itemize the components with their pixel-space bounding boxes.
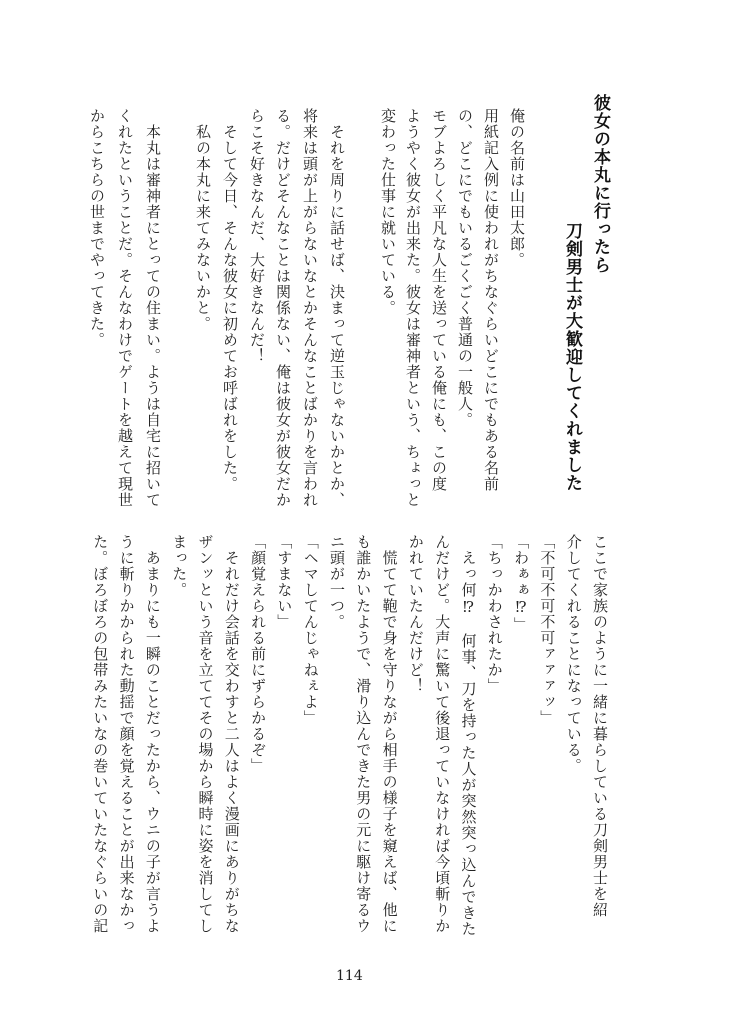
text-line: 「ヘマしてんじゃねぇよ」 — [301, 534, 320, 726]
text-line: 「ちっかわされたか」 — [485, 534, 504, 694]
text-line: 介してくれることになっている。 — [564, 534, 583, 774]
text-line: んだけど。大声に驚いて後退っていなければ今頃斬りか — [433, 534, 452, 934]
text-line: 「顔覚えられる前にずらかるぞ」 — [249, 534, 268, 774]
page-number: 114 — [336, 968, 363, 984]
text-line: それだけ会話を交わすと二人はよく漫画にありがちな — [222, 534, 241, 934]
text-line: そして今日、そんな彼女に初めてお呼ばれをした。 — [221, 108, 239, 492]
text-line: ようやく彼女が出来た。彼女は審神者という、ちょっと — [404, 108, 422, 508]
text-line: あまりにも一瞬のことだったから、ウニの子が言うよ — [143, 534, 162, 934]
text-line: らこそ好きなんだ、大好きなんだ！ — [248, 108, 266, 364]
text-line: えっ何⁉ 何事、刀を持った人が突然突っ込んできた — [459, 534, 478, 937]
text-line: ここで家族のように一緒に暮らしている刀剣男士を紹 — [591, 534, 609, 918]
text-line: かれていたんだけど！ — [406, 534, 425, 694]
text-line: 「わぁぁ⁉」 — [512, 534, 531, 633]
text-line: の、どこにでもいるごくごく普通の一般人。 — [456, 108, 474, 428]
text-line: からこちらの世までやってきた。 — [88, 108, 106, 348]
text-line: 将来は頭が上がらないなとかそんなことばかりを言われ — [301, 108, 319, 508]
text-line: 用紙記入例に使われがちなぐらいどこにでもある名前 — [482, 108, 500, 492]
text-line: 私の本丸に来てみないかと。 — [194, 108, 212, 332]
text-line: た。ぼろぼろの包帯みたいなの巻いていたなぐらいの記 — [91, 534, 110, 934]
text-line: 俺の名前は山田太郎。 — [508, 108, 526, 268]
text-line: ニ頭が一つ。 — [328, 534, 346, 630]
text-line: それを周りに話せば、決まって逆玉じゃないかとか、 — [328, 108, 346, 508]
text-line: ザンッという音を立ててその場から瞬時に姿を消してし — [196, 534, 215, 934]
text-line: うに斬りかかられた動揺で顔を覚えることが出来なかっ — [117, 534, 136, 934]
chapter-subtitle: 刀剣男士が大歓迎してくれました — [562, 222, 582, 492]
text-line: 変わった仕事に就いている。 — [379, 108, 397, 316]
text-line: 本丸は審神者にとっての住まい。ようは自宅に招いて — [144, 108, 162, 508]
text-line: 「すまない」 — [275, 534, 294, 630]
chapter-title: 彼女の本丸に行ったら — [590, 94, 610, 274]
text-line: 「不可不可不可ァァァッ」 — [538, 534, 557, 726]
text-line: 慌てて鞄で身を守りながら相手の様子を窺えば、他に — [380, 534, 399, 934]
text-line: まった。 — [170, 534, 189, 598]
text-line: る。だけどそんなことは関係ない、俺は彼女が彼女だか — [274, 108, 292, 508]
text-line: くれたということだ。そんなわけでゲートを越えて現世 — [116, 108, 134, 508]
text-line: モブよろしく平凡な人生を送っている俺にも、この度 — [430, 108, 448, 492]
text-line: も誰かいたようで、滑り込んできた男の元に駆け寄るウ — [354, 534, 373, 934]
